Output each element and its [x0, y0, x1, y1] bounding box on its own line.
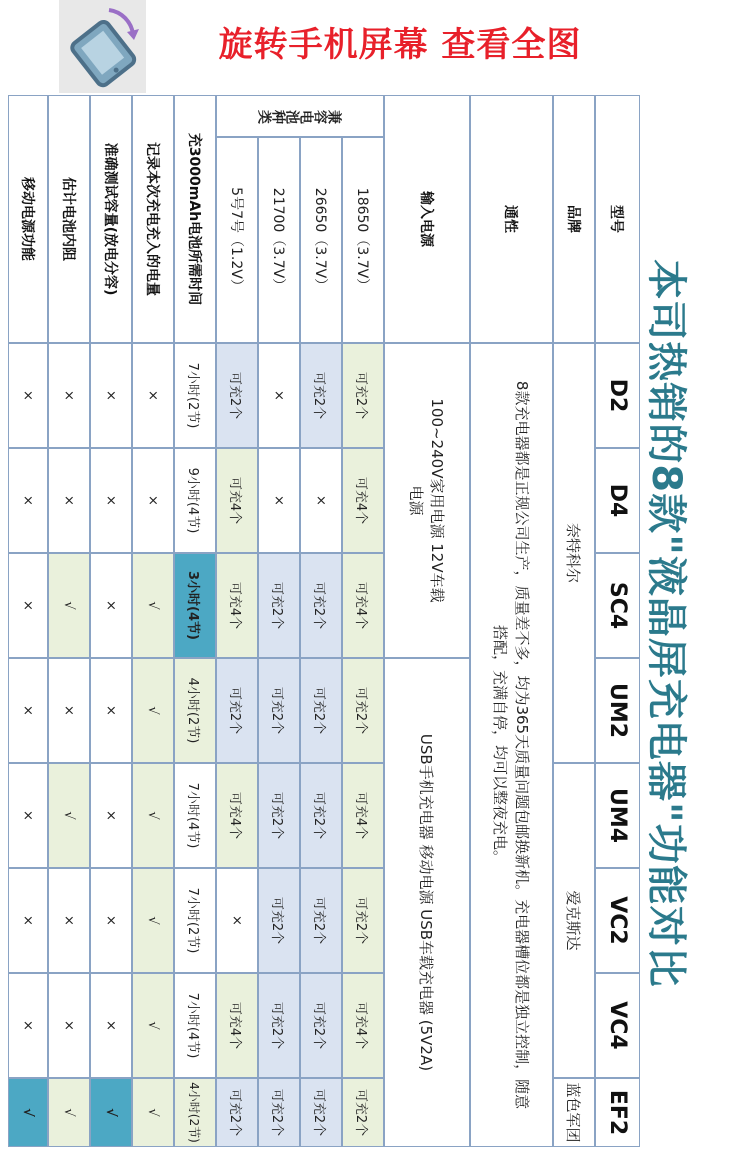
- row-label-brand: 品牌: [553, 95, 595, 343]
- row-label-26650: 26650（3.7V）: [300, 137, 342, 343]
- brand-blue-legion: 蓝色军团: [553, 1078, 595, 1147]
- row-label-charge-time: 充3000mAh电池所需时间: [174, 95, 216, 343]
- cell-record-um4: √: [132, 763, 174, 868]
- cell-21700-vc4: 可充2个: [258, 973, 300, 1078]
- row-label-21700: 21700（3.7V）: [258, 137, 300, 343]
- cell-aa-d2: 可充2个: [216, 343, 258, 448]
- model-vc4: VC4: [595, 973, 640, 1078]
- row-label-power-bank: 移动电源功能: [8, 95, 48, 343]
- cell-test-vc4: ×: [90, 973, 132, 1078]
- cell-aa-um2: 可充2个: [216, 658, 258, 763]
- cell-internal-vc4: ×: [48, 973, 90, 1078]
- cell-21700-um2: 可充2个: [258, 658, 300, 763]
- cell-test-vc2: ×: [90, 868, 132, 973]
- cell-time-vc4: 7小时(4节): [174, 973, 216, 1078]
- cell-time-um2: 4小时(2节): [174, 658, 216, 763]
- cell-powerbank-d4: ×: [8, 448, 48, 553]
- comparison-table: [8, 95, 640, 1147]
- cell-18650-d2: 可充2个: [342, 343, 384, 448]
- cell-26650-vc4: 可充2个: [300, 973, 342, 1078]
- page-title: 本司热销的8款"液晶屏充电器"功能对比: [643, 259, 689, 988]
- row-label-internal-resistance: 估计电池内阻: [48, 95, 90, 343]
- cell-time-um4: 7小时(4节): [174, 763, 216, 868]
- cell-test-um2: ×: [90, 658, 132, 763]
- cell-powerbank-vc4: ×: [8, 973, 48, 1078]
- cell-18650-vc2: 可充2个: [342, 868, 384, 973]
- cell-internal-vc2: ×: [48, 868, 90, 973]
- cell-powerbank-um2: ×: [8, 658, 48, 763]
- cell-time-d4: 9小时(4节): [174, 448, 216, 553]
- cell-record-vc2: √: [132, 868, 174, 973]
- cell-18650-um2: 可充2个: [342, 658, 384, 763]
- cell-21700-d4: ×: [258, 448, 300, 553]
- brand-nitecore: 奈特科尔: [553, 343, 595, 763]
- model-um2: UM2: [595, 658, 640, 763]
- cell-powerbank-sc4: ×: [8, 553, 48, 658]
- cell-test-ef2: √: [90, 1078, 132, 1147]
- cell-time-d2: 7小时(2节): [174, 343, 216, 448]
- input-ac-car: 100~240V家用电源 12V车载电源: [384, 343, 470, 658]
- row-label-18650: 18650（3.7V）: [342, 137, 384, 343]
- row-label-battery-group: 兼容电池种类: [216, 95, 384, 137]
- row-label-model: 型号: [595, 95, 640, 343]
- cell-powerbank-vc2: ×: [8, 868, 48, 973]
- cell-internal-ef2: √: [48, 1078, 90, 1147]
- cell-18650-d4: 可充4个: [342, 448, 384, 553]
- cell-record-um2: √: [132, 658, 174, 763]
- comparison-sheet: [0, 95, 749, 1152]
- cell-aa-um4: 可充4个: [216, 763, 258, 868]
- row-label-input: 输入电源: [384, 95, 470, 343]
- model-vc2: VC2: [595, 868, 640, 973]
- cell-18650-sc4: 可充4个: [342, 553, 384, 658]
- cell-test-sc4: ×: [90, 553, 132, 658]
- cell-21700-d2: ×: [258, 343, 300, 448]
- cell-test-d2: ×: [90, 343, 132, 448]
- model-ef2: EF2: [595, 1078, 640, 1147]
- cell-26650-um4: 可充2个: [300, 763, 342, 868]
- cell-record-sc4: √: [132, 553, 174, 658]
- model-sc4: SC4: [595, 553, 640, 658]
- cell-26650-vc2: 可充2个: [300, 868, 342, 973]
- cell-18650-ef2: 可充2个: [342, 1078, 384, 1147]
- cell-18650-um4: 可充4个: [342, 763, 384, 868]
- cell-test-um4: ×: [90, 763, 132, 868]
- cell-record-d2: ×: [132, 343, 174, 448]
- brand-xtar: 爱克斯达: [553, 763, 595, 1078]
- common-note: 8款充电器都是正规公司生产，质量差不多，均为365天质量问题包邮换新机。充电器槽位都是独立控制，随意搭配，充满自停，均可以整夜充电。: [470, 343, 553, 1147]
- model-um4: UM4: [595, 763, 640, 868]
- cell-internal-d4: ×: [48, 448, 90, 553]
- row-label-capacity-test: 准确测试容量(放电分容): [90, 95, 132, 343]
- rotate-banner: [0, 0, 749, 95]
- model-d2: D2: [595, 343, 640, 448]
- rotate-instruction: 旋转手机屏幕 查看全图: [218, 25, 582, 65]
- cell-powerbank-ef2: √: [8, 1078, 48, 1147]
- cell-aa-vc4: 可充4个: [216, 973, 258, 1078]
- cell-time-vc2: 7小时(2节): [174, 868, 216, 973]
- cell-record-d4: ×: [132, 448, 174, 553]
- cell-internal-d2: ×: [48, 343, 90, 448]
- input-usb: USB手机充电器 移动电源 USB车载充电器 (5V2A): [384, 658, 470, 1147]
- cell-21700-ef2: 可充2个: [258, 1078, 300, 1147]
- cell-powerbank-um4: ×: [8, 763, 48, 868]
- cell-26650-ef2: 可充2个: [300, 1078, 342, 1147]
- cell-26650-um2: 可充2个: [300, 658, 342, 763]
- cell-26650-d4: ×: [300, 448, 342, 553]
- cell-time-ef2: 4小时(2节): [174, 1078, 216, 1147]
- cell-26650-d2: 可充2个: [300, 343, 342, 448]
- cell-18650-vc4: 可充4个: [342, 973, 384, 1078]
- model-d4: D4: [595, 448, 640, 553]
- cell-internal-sc4: √: [48, 553, 90, 658]
- cell-time-sc4: 3小时(4节): [174, 553, 216, 658]
- cell-powerbank-d2: ×: [8, 343, 48, 448]
- cell-21700-um4: 可充2个: [258, 763, 300, 868]
- cell-record-vc4: √: [132, 973, 174, 1078]
- cell-record-ef2: √: [132, 1078, 174, 1147]
- cell-aa-sc4: 可充4个: [216, 553, 258, 658]
- cell-aa-d4: 可充4个: [216, 448, 258, 553]
- cell-26650-sc4: 可充2个: [300, 553, 342, 658]
- cell-21700-vc2: 可充2个: [258, 868, 300, 973]
- cell-aa-ef2: 可充2个: [216, 1078, 258, 1147]
- rotate-phone-icon: [59, 0, 146, 93]
- row-label-common: 通性: [470, 95, 553, 343]
- cell-internal-um4: √: [48, 763, 90, 868]
- cell-aa-vc2: ×: [216, 868, 258, 973]
- row-label-aa-aaa: 5号7号（1.2V）: [216, 137, 258, 343]
- row-label-record: 记录本次充电充入的电量: [132, 95, 174, 343]
- cell-21700-sc4: 可充2个: [258, 553, 300, 658]
- cell-internal-um2: ×: [48, 658, 90, 763]
- cell-test-d4: ×: [90, 448, 132, 553]
